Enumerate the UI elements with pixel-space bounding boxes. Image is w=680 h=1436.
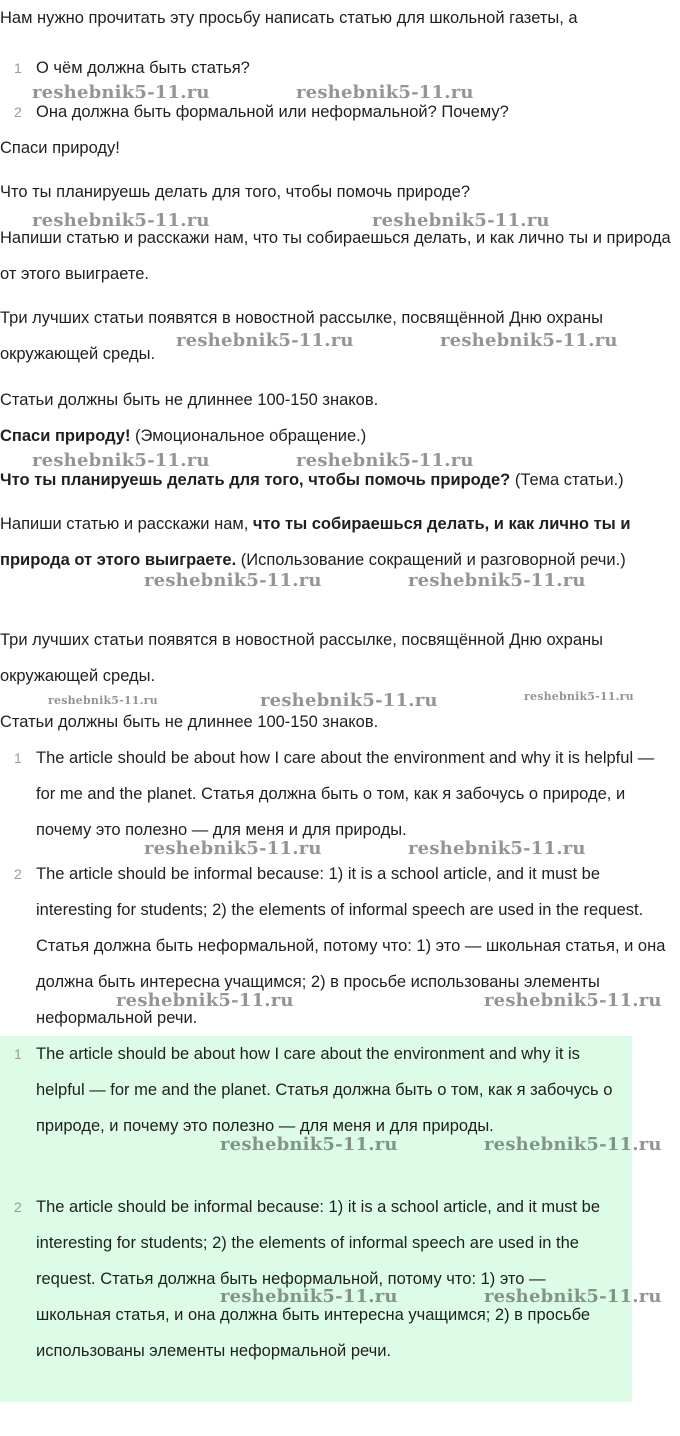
question-text: Она должна быть формальной или неформальной? Почему?	[36, 103, 509, 121]
highlight-answer-number: 2	[14, 1199, 22, 1215]
watermark: reshebnik5-11.ru	[220, 1134, 398, 1155]
answer-highlight-box	[0, 1036, 632, 1402]
watermark: reshebnik5-11.ru	[48, 694, 158, 707]
watermark: reshebnik5-11.ru	[144, 570, 322, 591]
watermark: reshebnik5-11.ru	[296, 450, 474, 471]
annotated-what-bold: Что ты планируешь делать для того, чтобы помочь природе?	[0, 471, 511, 489]
intro-text: Нам нужно прочитать эту просьбу написать статью для школьной газеты, а	[0, 9, 578, 27]
highlight-answer-text: The article should be about how I care about the environment and why it is helpful — for me and the planet. Статья должна быть о том, как я забочусь о природе, и почему это полезно — для меня и для природы.	[36, 1045, 613, 1135]
annotated-write-plain: Напиши статью и расскажи нам,	[0, 515, 253, 533]
annotated-save	[0, 418, 678, 454]
question-number: 1	[14, 60, 22, 76]
answer-number: 1	[14, 750, 22, 766]
question-number: 2	[14, 104, 22, 120]
watermark: reshebnik5-11.ru	[32, 450, 210, 471]
watermark: reshebnik5-11.ru	[372, 210, 550, 231]
watermark: reshebnik5-11.ru	[144, 838, 322, 859]
letter-best: Три лучших статьи появятся в новостной рассылке, посвящённой Дню охраны окружающей среды.	[0, 309, 604, 363]
watermark: reshebnik5-11.ru	[440, 330, 618, 351]
letter-save: Спаси природу!	[0, 139, 120, 157]
answer-number: 2	[14, 866, 22, 882]
letter-length: Статьи должны быть не длиннее 100-150 знаков.	[0, 391, 379, 409]
watermark: reshebnik5-11.ru	[32, 210, 210, 231]
watermark: reshebnik5-11.ru	[484, 1286, 662, 1307]
watermark: reshebnik5-11.ru	[484, 990, 662, 1011]
highlight-answer-text: The article should be informal because: 1) it is a school article, and it must be interesting for students; 2) the elements of informal speech are used in the request. Статья должна быть неформальной, потому что: 1) это — школьная статья, и она должна быть интересна учащимся; 2) в просьбе использованы элементы неформальной речи.	[36, 1198, 601, 1360]
highlight-answer-number: 1	[14, 1046, 22, 1062]
answer-text: The article should be informal because: 1) it is a school article, and it must be interesting for students; 2) the elements of informal speech are used in the request. Статья должна быть неформальной, потому что: 1) это — школьная статья, и она должна быть интересна учащимся; 2) в просьбе использованы элементы неформальной речи.	[36, 865, 666, 1027]
watermark: reshebnik5-11.ru	[260, 690, 438, 711]
annotated-write	[0, 506, 678, 578]
watermark: reshebnik5-11.ru	[408, 838, 586, 859]
letter-write: Напиши статью и расскажи нам, что ты собираешься делать, и как лично ты и природа от этого выиграете.	[0, 229, 671, 283]
annotated-write-bold: что ты собираешься делать, и как лично ты и природа от этого выиграете.	[0, 515, 631, 569]
watermark: reshebnik5-11.ru	[296, 82, 474, 103]
annotated-what-note: (Тема статьи.)	[510, 471, 624, 489]
watermark: reshebnik5-11.ru	[220, 1286, 398, 1307]
watermark: reshebnik5-11.ru	[484, 1134, 662, 1155]
annotated-write-note: (Использование сокращений и разговорной речи.)	[236, 551, 626, 569]
watermark: reshebnik5-11.ru	[524, 690, 634, 703]
annotated-length: Статьи должны быть не длиннее 100-150 знаков.	[0, 713, 379, 731]
watermark: reshebnik5-11.ru	[116, 990, 294, 1011]
annotated-best: Три лучших статьи появятся в новостной рассылке, посвящённой Дню охраны окружающей среды.	[0, 631, 604, 685]
watermark: reshebnik5-11.ru	[32, 82, 210, 103]
annotated-save-note: (Эмоциональное обращение.)	[130, 427, 367, 445]
question-text: О чём должна быть статья?	[36, 59, 250, 77]
watermark: reshebnik5-11.ru	[176, 330, 354, 351]
letter-what: Что ты планируешь делать для того, чтобы помочь природе?	[0, 183, 470, 201]
answer-text: The article should be about how I care about the environment and why it is helpful — for me and the planet. Статья должна быть о том, как я забочусь о природе, и почему это полезно — для меня и для природы.	[36, 749, 655, 839]
annotated-save-bold: Спаси природу!	[0, 427, 131, 445]
watermark: reshebnik5-11.ru	[408, 570, 586, 591]
